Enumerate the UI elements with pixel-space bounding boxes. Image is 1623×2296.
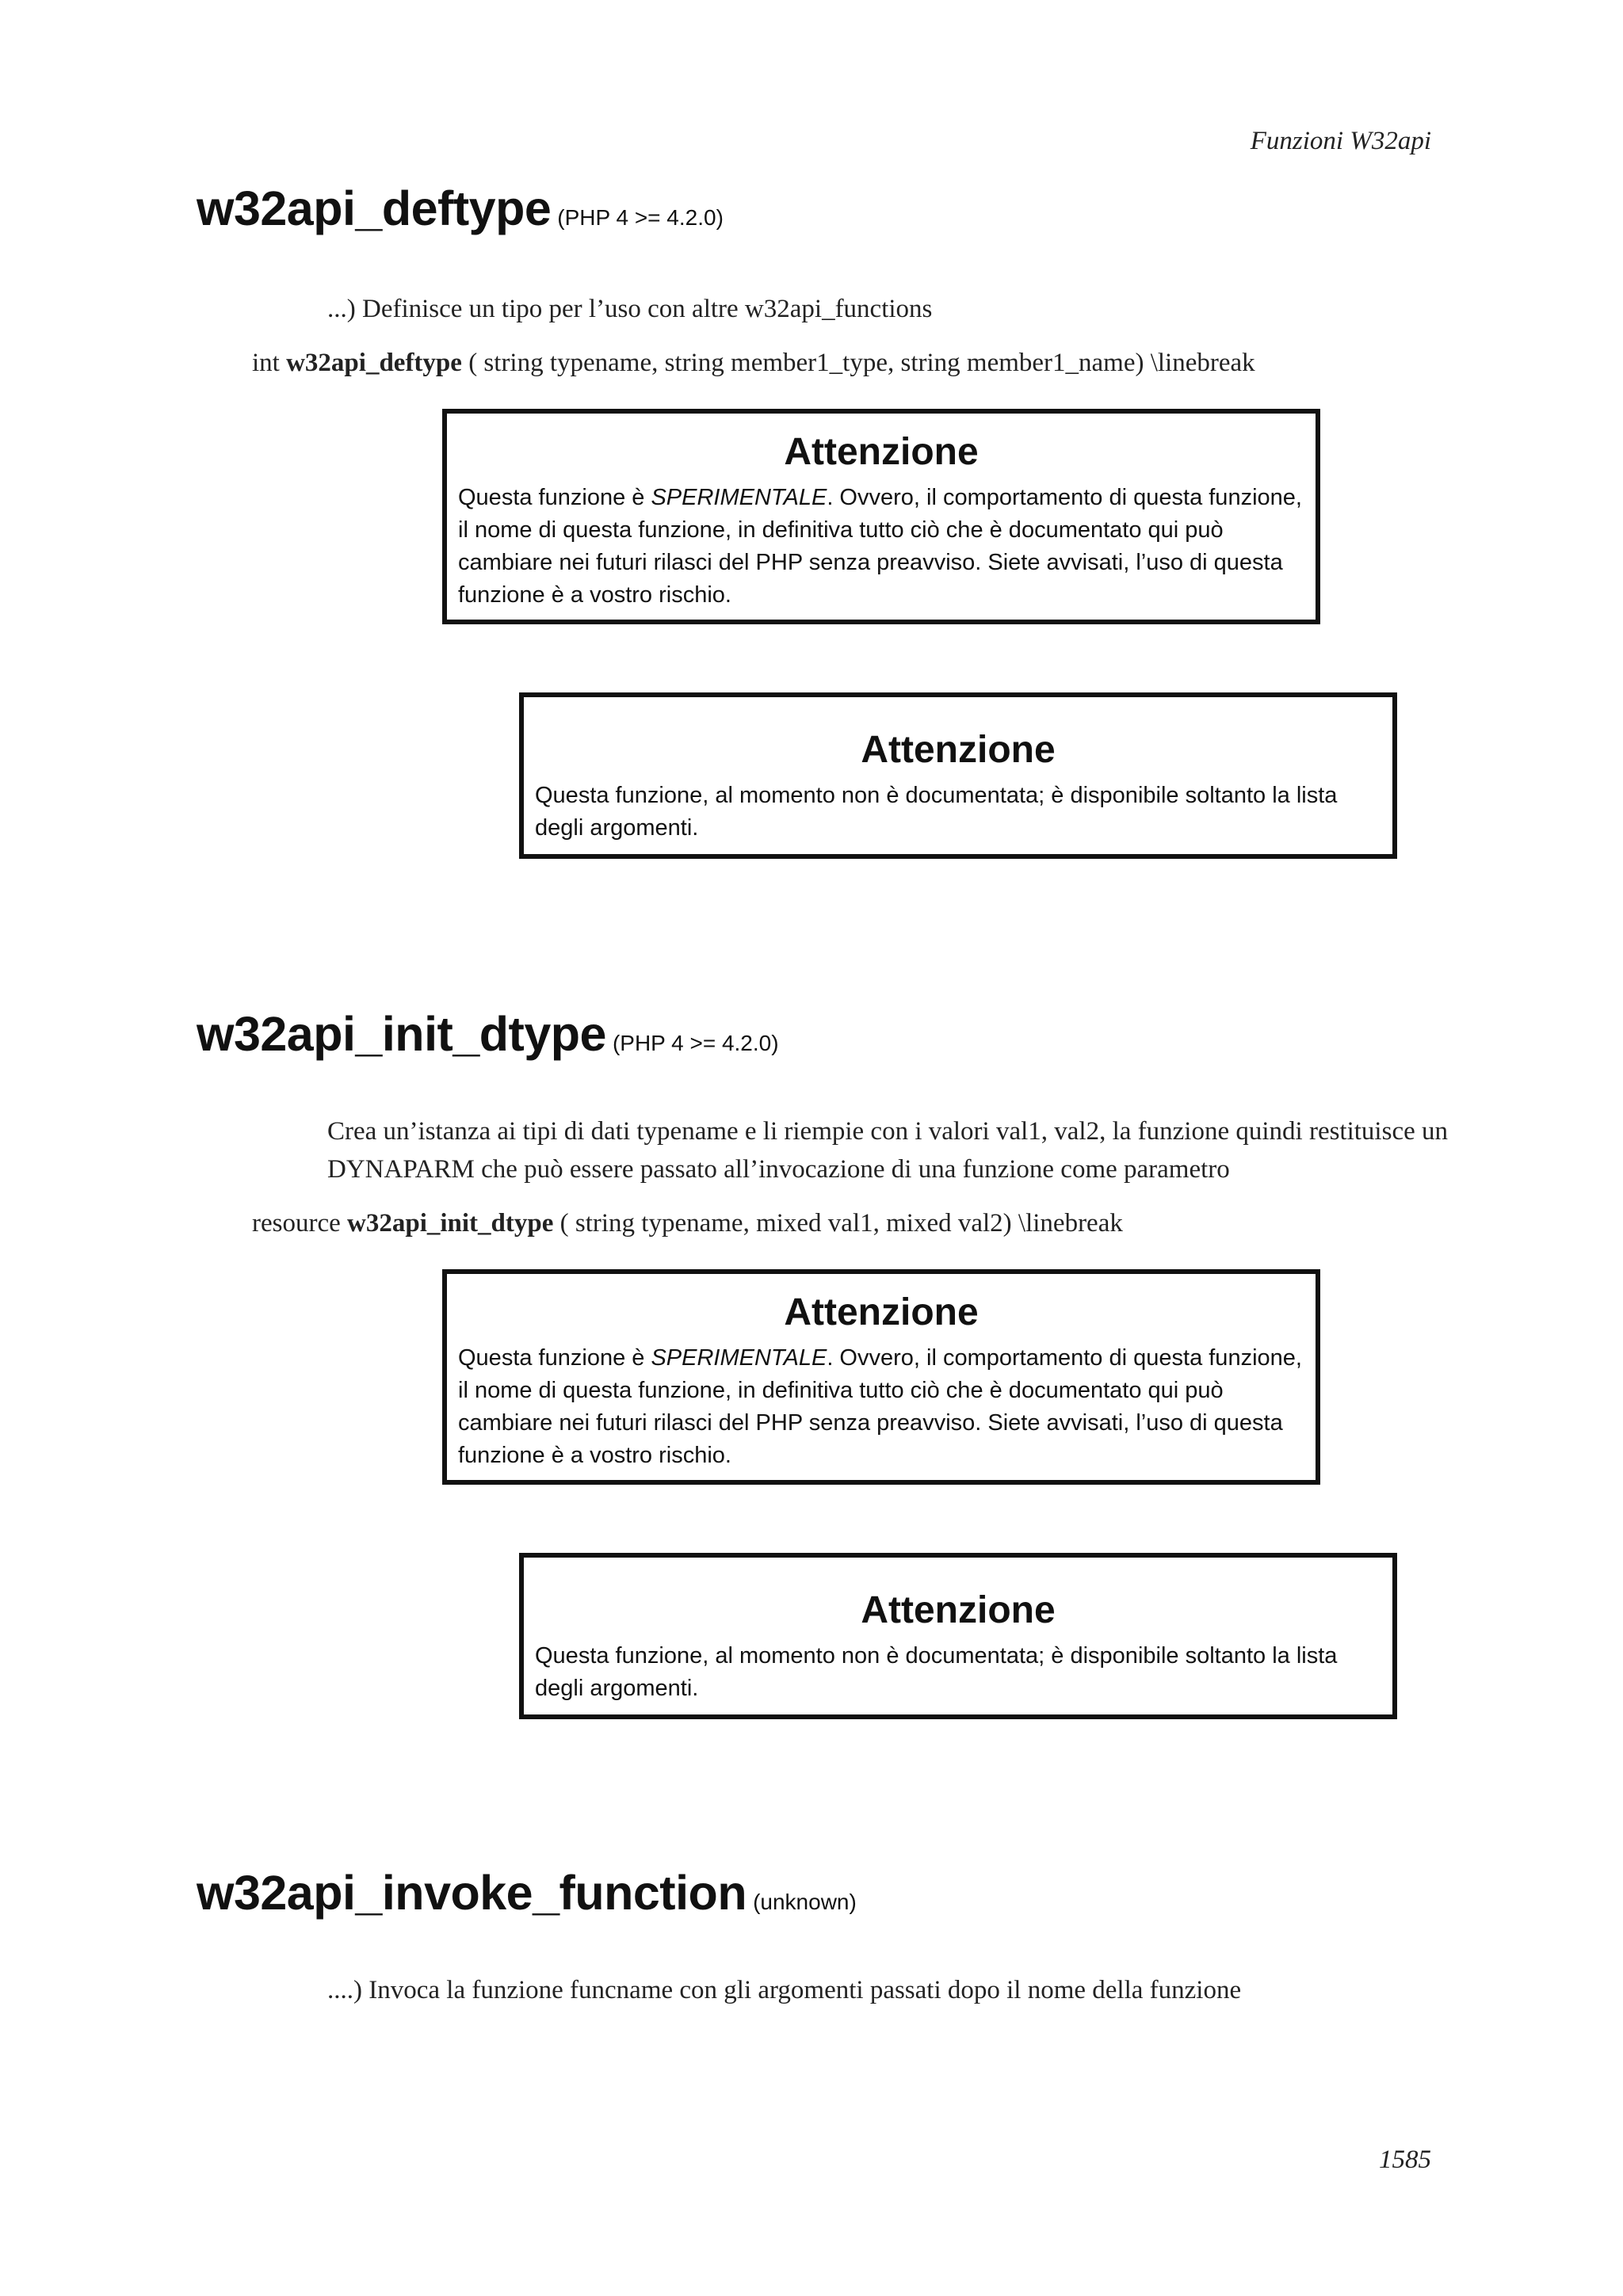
page-number: 1585 — [1379, 2145, 1431, 2174]
warning-text: Questa funzione, al momento non è documentata; è disponibile soltanto la lista degli argomenti. — [535, 783, 1338, 841]
function-name: w32api_invoke_function — [197, 1866, 747, 1920]
running-header: Funzioni W32api — [1250, 127, 1431, 155]
synopsis-return-type: resource — [252, 1209, 341, 1238]
function-name: w32api_deftype — [197, 181, 552, 235]
synopsis-args: ( string typename, mixed val1, mixed val2) \linebreak — [559, 1209, 1123, 1238]
warning-undocumented-box — [519, 1553, 1397, 1719]
synopsis-return-type: int — [252, 349, 280, 377]
warning-experimental-box — [442, 409, 1320, 624]
warning-title: Attenzione — [784, 1291, 979, 1333]
synopsis-function-name: w32api_deftype — [286, 349, 462, 377]
function-version: (PHP 4 >= 4.2.0) — [557, 205, 724, 230]
function-heading-init-dtype — [197, 1006, 779, 1062]
function-synopsis — [252, 349, 1488, 378]
function-description: ...) Definisce un tipo per l’uso con altre w32api_functions — [327, 295, 933, 323]
synopsis-function-name: w32api_init_dtype — [347, 1209, 554, 1238]
warning-emphasis: SPERIMENTALE — [651, 1345, 827, 1371]
function-description: ....) Invoca la funzione funcname con gli argomenti passati dopo il nome della funzione — [327, 1976, 1242, 2004]
warning-emphasis: SPERIMENTALE — [651, 485, 827, 510]
warning-text: Questa funzione, al momento non è documentata; è disponibile soltanto la lista degli argomenti. — [535, 1643, 1338, 1701]
warning-title: Attenzione — [861, 1589, 1056, 1631]
warning-title: Attenzione — [861, 729, 1056, 771]
function-version: (PHP 4 >= 4.2.0) — [612, 1031, 779, 1055]
warning-text: Questa funzione è SPERIMENTALE. Ovvero, il comportamento di questa funzione, il nome di questa funzione, in definitiva tutto ciò che è documentato qui può cambiare nei futuri rilasci del PHP senza preavviso. Siete avvisati, l’uso di questa funzione è a vostro rischio. — [458, 485, 1302, 608]
warning-title: Attenzione — [784, 431, 979, 473]
function-description: Crea un’istanza ai tipi di dati typename e li riempie con i valori val1, val2, la funzione quindi restituisce un DYNAPARM che può essere passato all’invocazione di una funzione come parametro — [327, 1117, 1448, 1184]
function-synopsis — [252, 1209, 1488, 1238]
function-name: w32api_init_dtype — [197, 1007, 606, 1061]
synopsis-args: ( string typename, string member1_type, string member1_name) \linebreak — [468, 349, 1255, 377]
function-version: (unknown) — [753, 1890, 857, 1914]
function-heading-invoke-function — [197, 1865, 857, 1920]
function-heading-deftype — [197, 181, 724, 236]
warning-text: Questa funzione è SPERIMENTALE. Ovvero, il comportamento di questa funzione, il nome di questa funzione, in definitiva tutto ciò che è documentato qui può cambiare nei futuri rilasci del PHP senza preavviso. Siete avvisati, l’uso di questa funzione è a vostro rischio. — [458, 1345, 1302, 1468]
warning-experimental-box — [442, 1269, 1320, 1485]
warning-undocumented-box — [519, 692, 1397, 859]
